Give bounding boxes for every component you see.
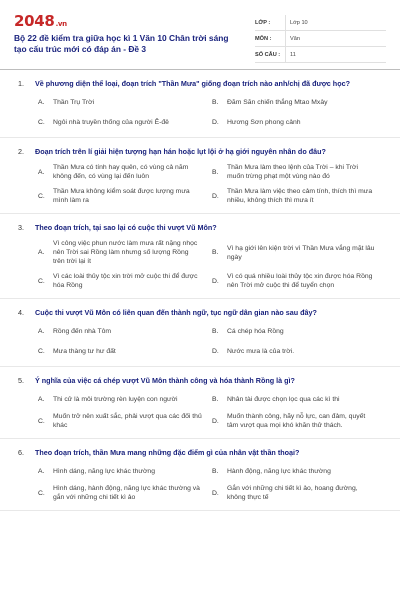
option-text: Hình dáng, hành động, năng lực khác thường và gắn với những chi tiết kì ảo — [53, 485, 200, 501]
option-text: Vì hạ giới lên kiện trời vì Thần Mưa vắng mặt lâu ngày — [227, 244, 375, 261]
answer-option[interactable] — [212, 341, 386, 361]
exam-title: Bộ 22 đề kiểm tra giữa học kì 1 Văn 10 Chân trời sáng tạo cấu trúc mới có đáp án - Đề 3 — [14, 33, 229, 54]
option-text: Muốn trở nên xuất sắc, phải vượt qua các đối thủ khác — [53, 413, 202, 429]
meta-value: 11 — [285, 47, 296, 62]
answer-option[interactable] — [38, 269, 212, 293]
option-letter: B. — [212, 98, 219, 106]
question-heading — [14, 138, 386, 157]
logo-suffix: .vn — [55, 20, 67, 28]
option-text: Ngôi nhà truyền thống của người Ê-đê — [53, 118, 169, 126]
question-number: 4. — [18, 308, 24, 317]
option-letter: C. — [38, 347, 45, 355]
meta-row-subject — [255, 31, 386, 47]
option-letter: C. — [38, 417, 45, 425]
option-text: Rồng đến nhà Tôm — [53, 327, 112, 335]
question-number: 1. — [18, 79, 24, 88]
question-item — [0, 70, 400, 138]
option-letter: B. — [212, 249, 219, 256]
question-list — [14, 70, 386, 511]
option-letter: B. — [212, 467, 219, 475]
question-item — [0, 439, 400, 511]
answer-options — [14, 461, 386, 505]
option-letter: C. — [38, 277, 45, 285]
option-letter: A. — [38, 249, 45, 256]
answer-options — [14, 160, 386, 208]
answer-option[interactable] — [212, 389, 386, 409]
answer-option[interactable] — [38, 321, 212, 341]
question-text: Theo đoạn trích, tại sao lại có cuộc thi vượt Vũ Môn? — [35, 223, 217, 232]
question-item — [0, 299, 400, 367]
option-text: Cá chép hóa Rồng — [227, 327, 284, 335]
meta-value: Văn — [285, 31, 300, 46]
option-letter: D. — [212, 347, 219, 355]
answer-option[interactable] — [212, 92, 386, 112]
question-number: 6. — [18, 448, 24, 457]
answer-option[interactable] — [38, 92, 212, 112]
option-text: Thi cử là môi trường rèn luyện con người — [53, 395, 178, 403]
option-letter: D. — [212, 489, 219, 497]
option-letter: A. — [38, 168, 45, 176]
option-text: Thần Trụ Trời — [53, 98, 95, 106]
option-text: Thần Mưa làm theo lệnh của Trời – khi Trời muốn trừng phạt một vùng nào đó — [227, 164, 358, 180]
question-item — [0, 367, 400, 439]
option-letter: C. — [38, 192, 45, 200]
logo-text: 2048 — [14, 12, 55, 30]
option-text: Hình dáng, năng lực khác thường — [53, 467, 155, 475]
option-text: Thần Mưa làm việc theo cảm tính, thích thì mưa nhiều, không thích thì mưa ít — [227, 188, 373, 204]
question-number: 5. — [18, 376, 24, 385]
meta-label: LỚP : — [255, 19, 271, 26]
meta-label: MÔN : — [255, 35, 272, 42]
site-logo[interactable] — [14, 12, 229, 30]
option-text: Thần Mưa có tính hay quên, có vùng cả năm không đến, có vùng lại đến luôn — [53, 164, 189, 180]
question-heading — [14, 367, 386, 386]
option-letter: A. — [38, 467, 45, 475]
question-text: Cuộc thi vượt Vũ Môn có liên quan đến thành ngữ, tục ngữ dân gian nào sau đây? — [35, 308, 317, 317]
question-text: Về phương diện thể loại, đoạn trích "Thần Mưa" giống đoạn trích nào anh/chị đã được học? — [35, 79, 350, 88]
header-left — [14, 12, 229, 66]
answer-option[interactable] — [38, 236, 212, 269]
answer-option[interactable] — [38, 160, 212, 184]
option-text: Vì có quá nhiều loài thủy tộc xin được hóa Rồng nên Trời mở cuộc thi để tuyển chọn — [227, 273, 373, 289]
answer-option[interactable] — [212, 481, 386, 505]
option-letter: D. — [212, 118, 219, 126]
answer-options — [14, 321, 386, 361]
option-text: Vì các loài thủy tộc xin trời mở cuộc thi để được hóa Rồng — [53, 273, 198, 289]
answer-option[interactable] — [212, 461, 386, 481]
question-number: 3. — [18, 223, 24, 232]
option-text: Muốn thành công, hãy nỗ lực, can đảm, quyết tâm vượt qua mọi khó khăn thử thách. — [227, 413, 366, 429]
question-item — [0, 214, 400, 299]
answer-option[interactable] — [212, 112, 386, 132]
answer-option[interactable] — [38, 184, 212, 208]
question-text: Theo đoạn trích, thần Mưa mang những đặc điểm gì của nhân vật thần thoại? — [35, 448, 300, 457]
option-text: Thần Mưa không kiểm soát được lượng mưa mình làm ra — [53, 188, 190, 204]
question-item — [0, 138, 400, 214]
option-text: Nhân tài được chọn lọc qua các kì thi — [227, 395, 340, 403]
answer-option[interactable] — [212, 269, 386, 293]
answer-option[interactable] — [212, 236, 386, 269]
answer-options — [14, 389, 386, 433]
option-letter: B. — [212, 327, 219, 335]
option-letter: B. — [212, 168, 219, 176]
answer-option[interactable] — [38, 112, 212, 132]
meta-row-count — [255, 47, 386, 63]
meta-value: Lớp 10 — [285, 15, 308, 30]
answer-option[interactable] — [38, 409, 212, 433]
option-letter: C. — [38, 489, 45, 497]
option-text: Hương Sơn phong cảnh — [227, 118, 301, 126]
option-text: Gắn với những chi tiết kì ảo, hoang đường, không thực tế — [227, 485, 358, 501]
option-letter: A. — [38, 98, 45, 106]
exam-header — [14, 0, 386, 66]
question-heading — [14, 214, 386, 233]
answer-options — [14, 92, 386, 132]
option-letter: D. — [212, 277, 219, 285]
option-text: Mưa thàng tư hư đất — [53, 347, 116, 355]
option-text: Nước mưa là của trời. — [227, 347, 295, 355]
answer-option[interactable] — [212, 321, 386, 341]
meta-label: SỐ CÂU : — [255, 51, 281, 58]
option-letter: B. — [212, 395, 219, 403]
option-letter: C. — [38, 118, 45, 126]
question-heading — [14, 70, 386, 89]
option-letter: A. — [38, 395, 45, 403]
exam-meta-table — [255, 15, 386, 66]
option-text: Đăm Săn chiến thắng Mtao Mxây — [227, 98, 328, 106]
answer-option[interactable] — [212, 184, 386, 208]
question-number: 2. — [18, 147, 24, 156]
answer-option[interactable] — [212, 160, 386, 184]
question-heading — [14, 299, 386, 318]
question-heading — [14, 439, 386, 458]
option-letter: A. — [38, 327, 45, 335]
option-text: Hành động, năng lực khác thường — [227, 467, 331, 475]
answer-option[interactable] — [38, 389, 212, 409]
answer-option[interactable] — [38, 481, 212, 505]
question-text: Đoạn trích trên lí giải hiện tượng hạn hán hoặc lụt lội ở hạ giới nguyên nhân do đâu? — [35, 147, 326, 156]
question-text: Ý nghĩa của việc cá chép vượt Vũ Môn thành công và hóa thành Rồng là gì? — [35, 376, 295, 385]
option-letter: D. — [212, 192, 219, 200]
option-text: Vì công việc phun nước làm mưa rất nặng nhọc nên Trời sai Rồng làm nhưng số lượng Rồng trên trời lại ít — [53, 240, 198, 265]
option-letter: D. — [212, 417, 219, 425]
answer-option[interactable] — [212, 409, 386, 433]
meta-row-class — [255, 15, 386, 31]
answer-option[interactable] — [38, 341, 212, 361]
answer-option[interactable] — [38, 461, 212, 481]
answer-options — [14, 236, 386, 293]
